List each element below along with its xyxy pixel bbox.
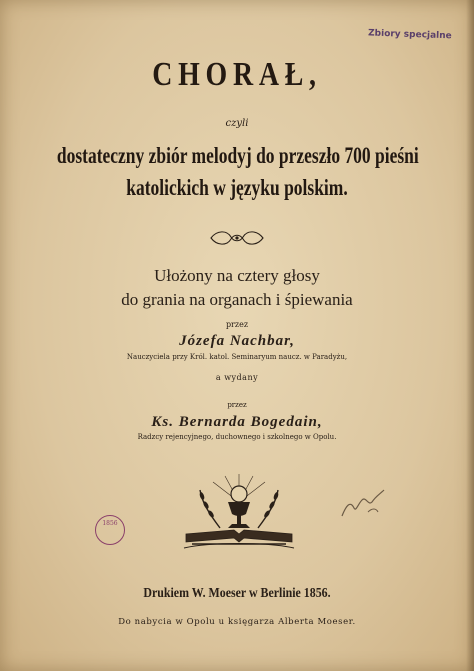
library-stamp-year: 1856 bbox=[102, 520, 118, 527]
chalice-vignette-icon bbox=[180, 472, 298, 552]
book-title: CHORAŁ, bbox=[152, 56, 322, 93]
editor-name: Ks. Bernarda Bogedain, bbox=[151, 414, 323, 430]
composer-name: Józefa Nachbar, bbox=[179, 333, 295, 349]
sale-notice: Do nabycia w Opolu u księgarza Alberta Moeser. bbox=[118, 617, 356, 627]
published-label: a wydany bbox=[215, 373, 259, 382]
subtitle-line-2: katolickich w języku polskim. bbox=[126, 175, 348, 200]
ornament-divider-icon bbox=[207, 227, 267, 249]
library-stamp-icon bbox=[95, 515, 125, 545]
editor-description: Radzcy rejencyjnego, duchownego i szkolnego w Opolu. bbox=[137, 433, 337, 441]
by-label-2: przez bbox=[227, 401, 247, 409]
arranged-line-2: do grania na organach i śpiewania bbox=[121, 290, 353, 309]
conjunction-czyli: czyli bbox=[225, 118, 249, 129]
printer-imprint: Drukiem W. Moeser w Berlinie 1856. bbox=[143, 586, 331, 601]
handwritten-mark-icon bbox=[338, 486, 390, 522]
composer-description: Nauczyciela przy Król. katol. Seminaryum naucz. w Paradyżu, bbox=[126, 353, 348, 361]
arranged-line-1: Ułożony na cztery głosy bbox=[154, 266, 320, 285]
by-label-1: przez bbox=[225, 320, 249, 329]
subtitle-line-1: dostateczny zbiór melodyj do przeszło 700 pieśni bbox=[56, 143, 419, 168]
collection-stamp: Zbiory specjalne bbox=[367, 28, 452, 42]
